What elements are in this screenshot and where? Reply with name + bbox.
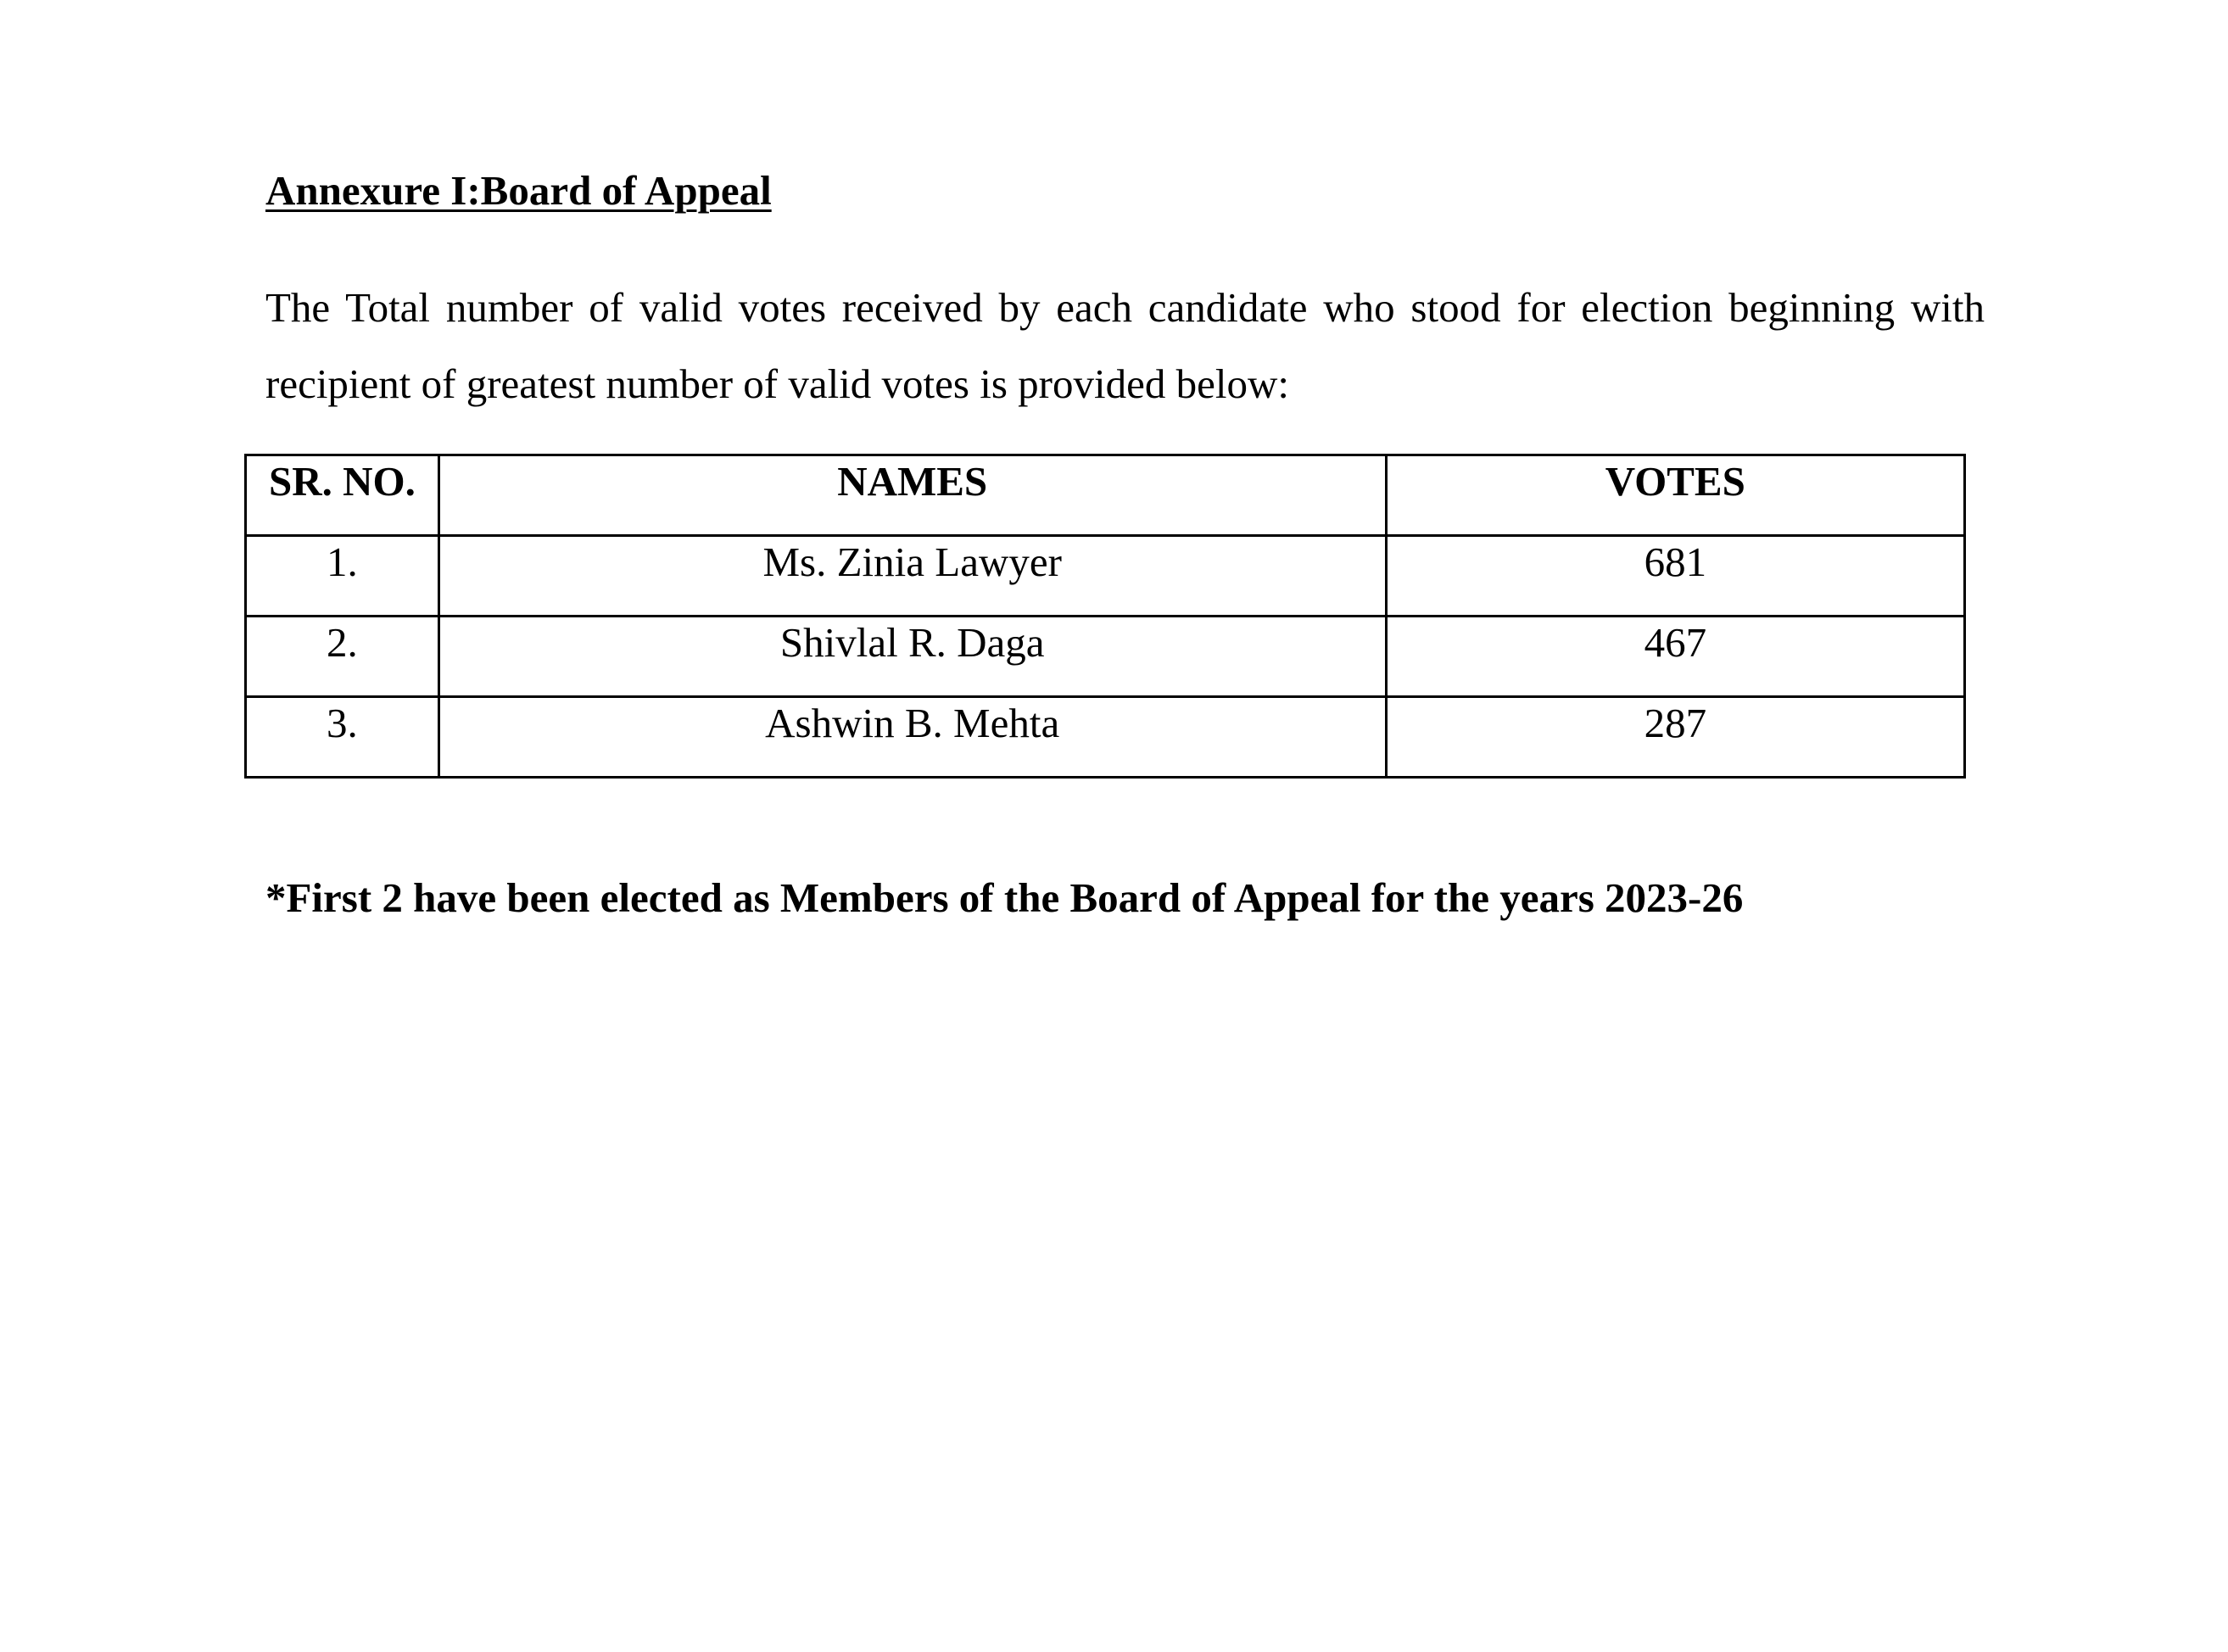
cell-sr-no: 2. xyxy=(246,617,439,697)
cell-name: Shivlal R. Daga xyxy=(438,617,1386,697)
election-note: *First 2 have been elected as Members of the Board of Appeal for the years 2023-26 xyxy=(265,874,1744,921)
table-header-row xyxy=(246,455,1965,536)
cell-votes: 287 xyxy=(1386,697,1964,778)
table-row xyxy=(246,617,1965,697)
cell-sr-no: 3. xyxy=(246,697,439,778)
table-row xyxy=(246,697,1965,778)
cell-sr-no: 1. xyxy=(246,536,439,617)
intro-paragraph: The Total number of valid votes received by each candidate who stood for election beginning with recipient of greatest number of valid votes is provided below: xyxy=(265,284,1985,407)
cell-votes: 681 xyxy=(1386,536,1964,617)
header-sr-no: SR. NO. xyxy=(246,455,439,536)
votes-table xyxy=(244,454,1966,779)
cell-name: Ms. Zinia Lawyer xyxy=(438,536,1386,617)
annexure-heading: Annexure I:Board of Appeal xyxy=(265,167,772,214)
cell-votes: 467 xyxy=(1386,617,1964,697)
header-names: NAMES xyxy=(438,455,1386,536)
cell-name: Ashwin B. Mehta xyxy=(438,697,1386,778)
header-votes: VOTES xyxy=(1386,455,1964,536)
table-row xyxy=(246,536,1965,617)
